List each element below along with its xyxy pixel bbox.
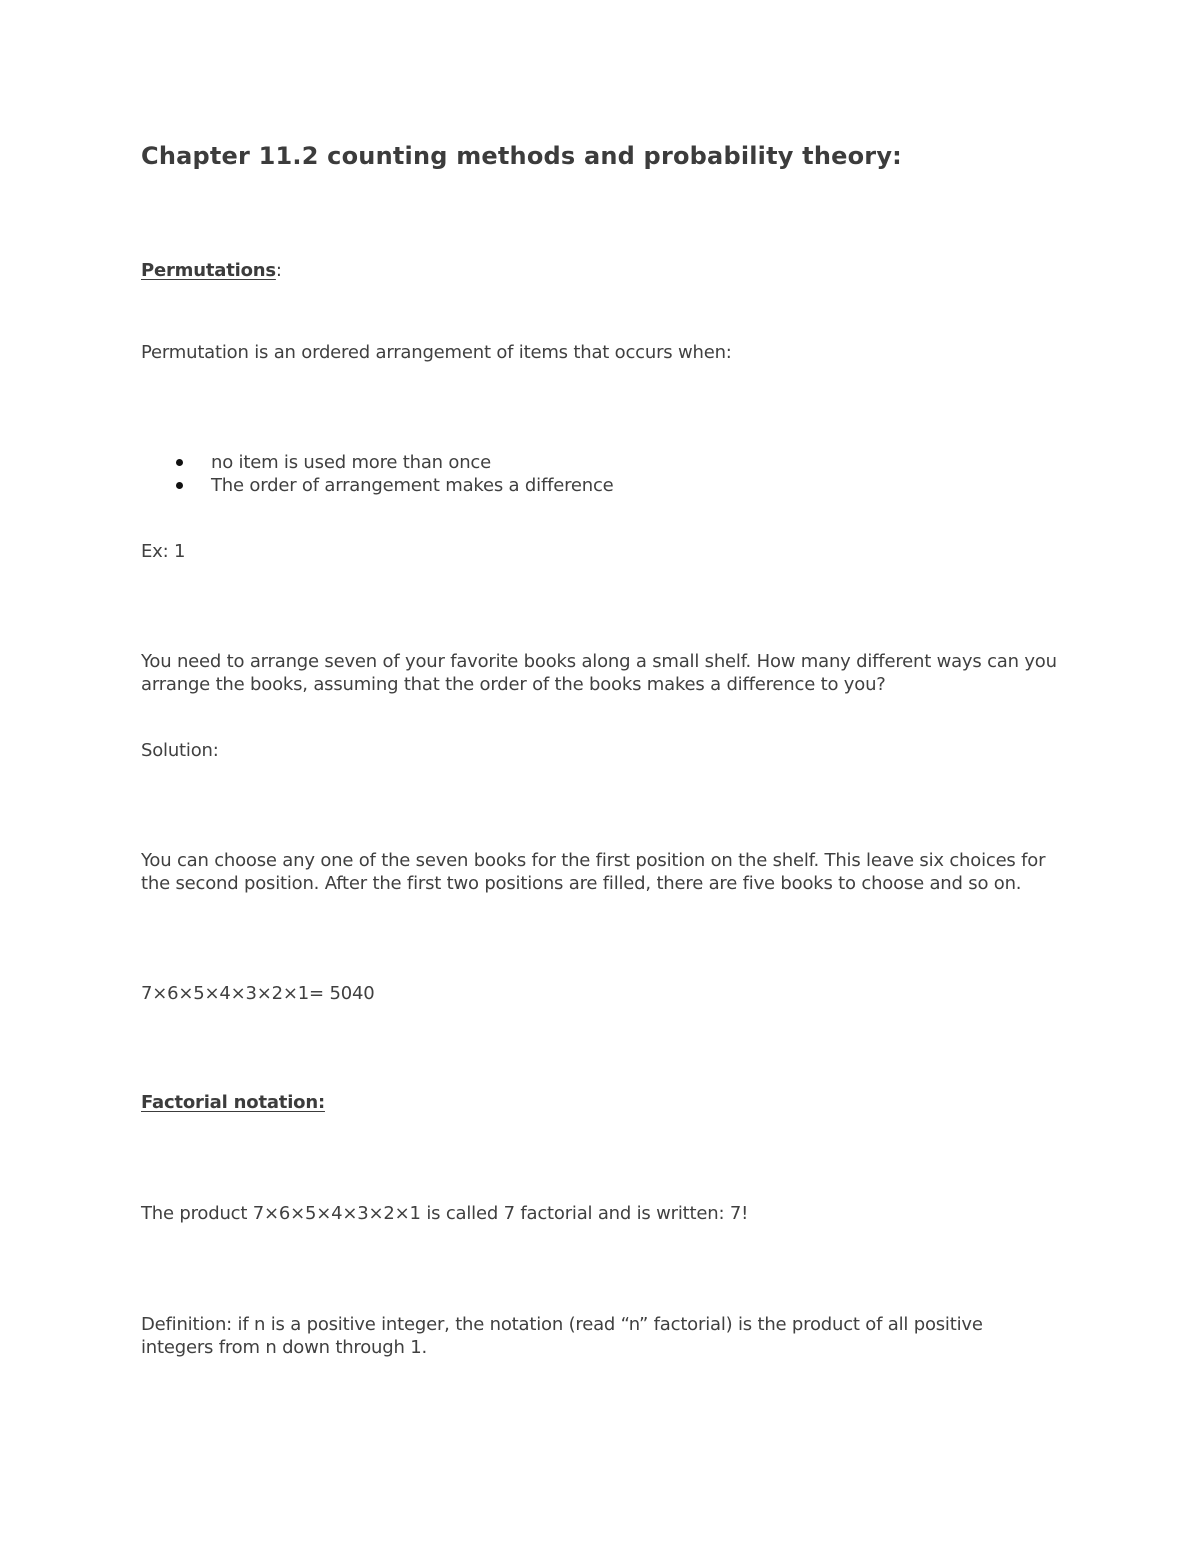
- permutations-heading: [141, 259, 282, 282]
- list-item: [141, 451, 614, 474]
- list-item-text: no item is used more than once: [211, 452, 492, 473]
- factorial-notation-heading: [141, 1091, 325, 1114]
- permutations-heading-text: Permutations: [141, 260, 276, 281]
- page-title: Chapter 11.2 counting methods and probability theory:: [141, 142, 902, 170]
- list-item: [141, 474, 614, 497]
- example-question: You need to arrange seven of your favorite books along a small shelf. How many different ways can you arrange the books, assuming that the order of the books makes a difference to you?: [141, 651, 1057, 695]
- factorial-definition: Definition: if n is a positive integer, the notation (read “n” factorial) is the product of all positive integers from n down through 1.: [141, 1314, 983, 1358]
- example-label: Ex: 1: [141, 541, 186, 562]
- factorial-equation: 7×6×5×4×3×2×1= 5040: [141, 983, 375, 1004]
- permutations-heading-colon: :: [275, 260, 282, 281]
- list-item-text: The order of arrangement makes a difference: [211, 475, 614, 496]
- solution-text: You can choose any one of the seven books for the first position on the shelf. This leave six choices for the second position. After the first two positions are filled, there are five books to choose and so on.: [141, 850, 1046, 894]
- solution-label: Solution:: [141, 740, 219, 761]
- bullet-icon: [176, 459, 183, 466]
- permutation-intro-text: Permutation is an ordered arrangement of items that occurs when:: [141, 342, 732, 363]
- bullet-icon: [176, 482, 183, 489]
- permutation-conditions-list: [141, 451, 614, 497]
- factorial-product-text: The product 7×6×5×4×3×2×1 is called 7 factorial and is written: 7!: [141, 1203, 749, 1224]
- factorial-notation-heading-text: Factorial notation:: [141, 1092, 325, 1113]
